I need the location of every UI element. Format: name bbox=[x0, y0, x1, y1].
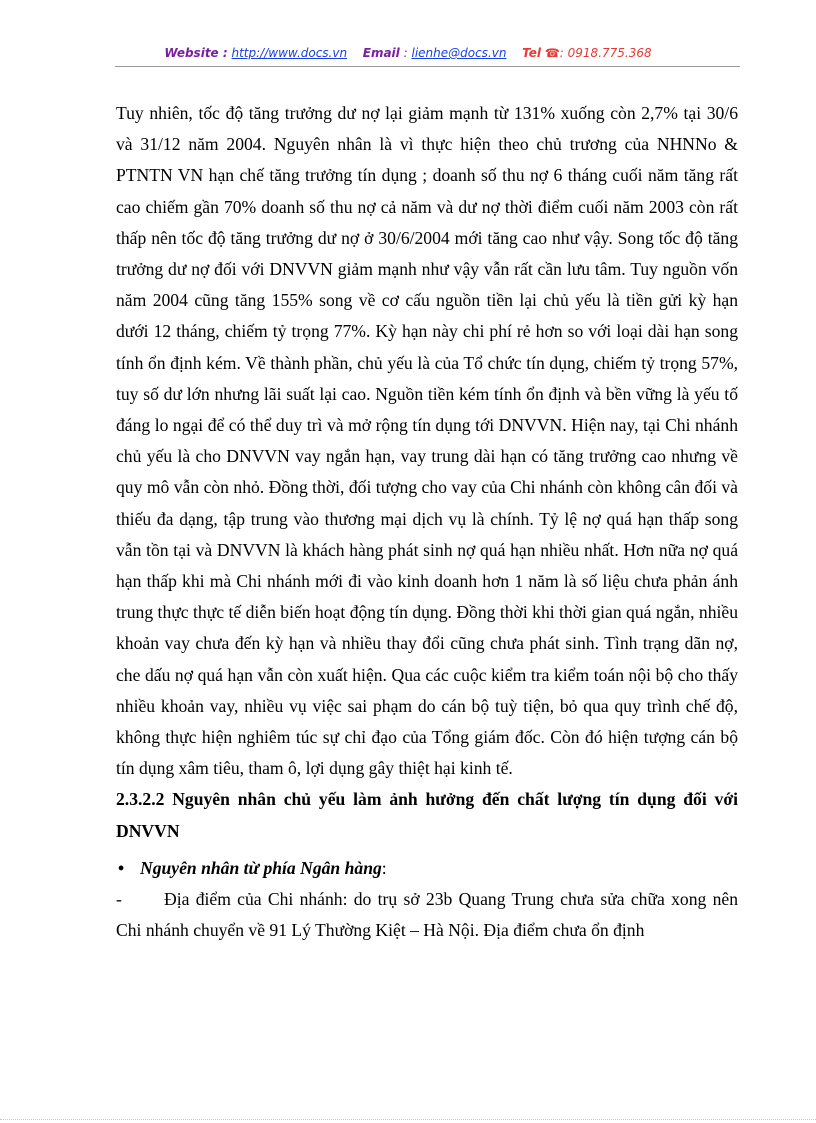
email-link[interactable]: lienhe@docs.vn bbox=[411, 46, 507, 60]
dash-paragraph-text: Địa điểm của Chi nhánh: do trụ sở 23b Quang Trung chưa sửa chữa xong nên Chi nhánh chuyển về 91 Lý Thường Kiệt – Hà Nội. Địa điểm chưa ổn định bbox=[116, 889, 738, 941]
body-paragraph: Tuy nhiên, tốc độ tăng trưởng dư nợ lại giảm mạnh từ 131% xuống còn 2,7% tại 30/6 và 31/12 năm 2004. Nguyên nhân là vì thực hiện theo chủ trương của NHNNo & PTNTN VN hạn chế tăng trưởng tín dụng ; doanh số thu nợ 6 tháng cuối năm tăng rất cao chiếm gần 70% doanh số thu nợ cả năm và dư nợ thời điểm cuối năm 2003 còn rất thấp nên tốc độ tăng trưởng dư nợ ở 30/6/2004 mới tăng cao như vậy. Song tốc độ tăng trưởng dư nợ đối với DNVVN giảm mạnh như vậy vẫn rất cần lưu tâm. Tuy nguồn vốn năm 2004 cũng tăng 155% song về cơ cấu nguồn tiền lại chủ yếu là tiền gửi kỳ hạn dưới 12 tháng, chiếm tỷ trọng 77%. Kỳ hạn này chi phí rẻ hơn so với loại dài hạn song tính ổn định kém. Về thành phần, chủ yếu là của Tổ chức tín dụng, chiếm tỷ trọng 57%, tuy số dư lớn nhưng lãi suất lại cao. Nguồn tiền kém tính ổn định và bền vững là yếu tố đáng lo ngại để có thể duy trì và mở rộng tín dụng tới DNVVN. Hiện nay, tại Chi nhánh chủ yếu là cho DNVVN vay ngắn hạn, vay trung dài hạn có tăng trưởng cao nhưng về quy mô vẫn còn nhỏ. Đồng thời, đối tượng cho vay của Chi nhánh còn không cân đối và thiếu đa dạng, tập trung vào thương mại dịch vụ là chính. Tỷ lệ nợ quá hạn thấp song vẫn tồn tại và DNVVN là khách hàng phát sinh nợ quá hạn nhiều nhất. Hơn nữa nợ quá hạn thấp khi mà Chi nhánh mới đi vào kinh doanh hơn 1 năm là số liệu chưa phản ánh trung thực thực tế diễn biến hoạt động tín dụng. Đồng thời khi thời gian quá ngắn, nhiều khoản vay chưa đến kỳ hạn và nhiều thay đổi cũng chưa phát sinh. Tình trạng dãn nợ, che dấu nợ quá hạn vẫn còn xuất hiện. Qua các cuộc kiểm tra kiểm toán nội bộ cho thấy nhiều khoản vay, nhiều vụ việc sai phạm do cán bộ tuỳ tiện, bỏ qua quy trình chế độ, không thực hiện nghiêm túc sự chỉ đạo của Tổng giám đốc. Còn đó hiện tượng cán bộ tín dụng xâm tiêu, tham ô, lợi dụng gây thiệt hại kinh tế. bbox=[116, 103, 738, 779]
bullet-colon: : bbox=[381, 857, 387, 878]
bullet-item bbox=[116, 853, 738, 884]
tel-value: : 0918.775.368 bbox=[559, 46, 652, 60]
header-divider bbox=[115, 66, 740, 67]
dash-paragraph bbox=[116, 884, 738, 946]
email-separator: : bbox=[403, 46, 408, 60]
phone-icon: ☎ bbox=[544, 46, 560, 60]
page-bottom-border bbox=[0, 1119, 816, 1120]
website-label: Website : bbox=[164, 46, 228, 60]
dash-marker: - bbox=[116, 889, 122, 910]
document-body bbox=[116, 98, 738, 946]
bullet-text: Nguyên nhân từ phía Ngân hàng bbox=[140, 857, 382, 878]
page-header bbox=[0, 46, 816, 60]
tel-label: Tel bbox=[522, 46, 542, 60]
email-label: Email bbox=[362, 46, 400, 60]
bullet-dot-icon: • bbox=[118, 857, 125, 878]
section-heading: 2.3.2.2 Nguyên nhân chủ yếu làm ảnh hưởng đến chất lượng tín dụng đối với DNVVN bbox=[116, 789, 738, 841]
website-link[interactable]: http://www.docs.vn bbox=[231, 46, 348, 60]
